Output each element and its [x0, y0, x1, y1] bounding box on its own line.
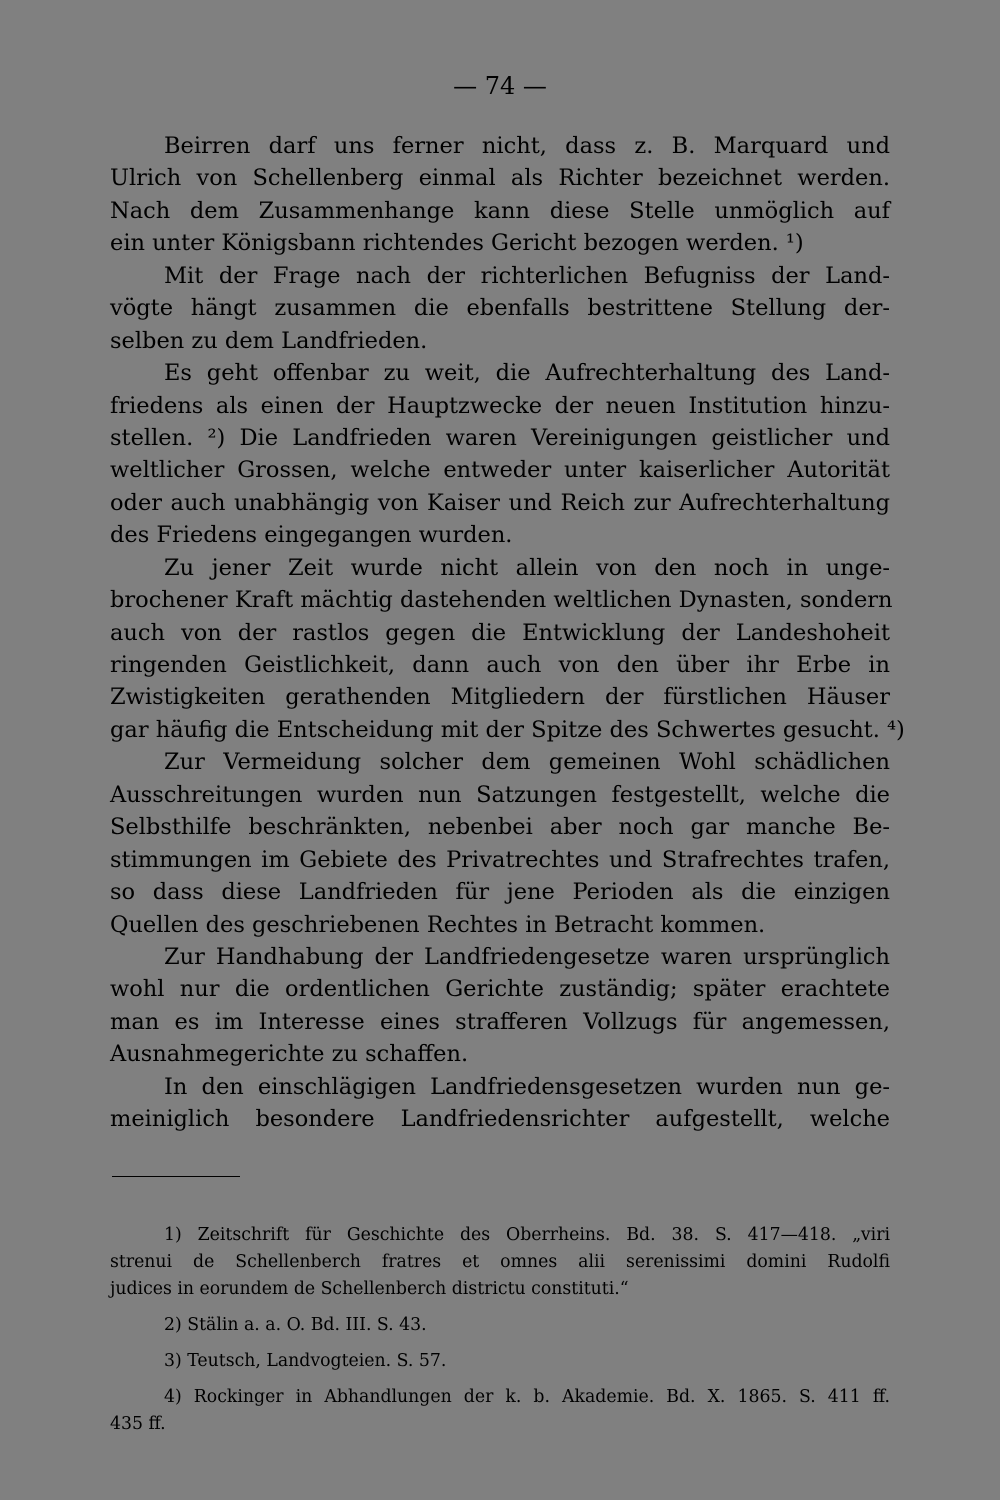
text-line: selben zu dem Landfrieden. [110, 327, 428, 354]
text-line: meiniglich besondere Landfriedensrichter aufgestellt, welche [110, 1106, 890, 1133]
text-line: Ausnahmegerichte zu schaffen. [110, 1041, 469, 1068]
text-line: wohl nur die ordentlichen Gerichte zuständig; später erachtete [110, 976, 890, 1003]
text-line: gar häufig die Entscheidung mit der Spitze des Schwertes gesucht. ⁴) [110, 716, 905, 743]
text-line: Beirren darf uns ferner nicht, dass z. B. Marquard und [164, 133, 890, 159]
text-line: In den einschlägigen Landfriedensgesetzen wurden nun ge- [164, 1073, 890, 1100]
paragraph [110, 1071, 890, 1136]
footnote [110, 1222, 890, 1303]
text-line: oder auch unabhängig von Kaiser und Reich zur Aufrechterhaltung [110, 489, 890, 516]
paragraph [110, 552, 905, 747]
text-line: stimmungen im Gebiete des Privatrechtes und Strafrechtes trafen, [110, 846, 890, 873]
text-line: Quellen des geschriebenen Rechtes in Betracht kommen. [110, 911, 766, 938]
paragraph [110, 260, 890, 357]
footnote [110, 1384, 890, 1438]
text-line: Nach dem Zusammenhange kann diese Stelle unmöglich auf [110, 197, 890, 224]
text-line: Selbsthilfe beschränkten, nebenbei aber noch gar manche Be- [110, 814, 890, 841]
text-line: des Friedens eingegangen wurden. [110, 522, 513, 549]
text-line: ein unter Königsbann richtendes Gericht bezogen werden. ¹) [110, 230, 804, 257]
text-line: Es geht offenbar zu weit, die Aufrechterhaltung des Land- [164, 360, 890, 387]
text-line: stellen. ²) Die Landfrieden waren Vereinigungen geistlicher und [110, 424, 890, 451]
text-line: Zur Handhabung der Landfriedengesetze waren ursprünglich [164, 943, 890, 970]
footnote-separator [112, 1176, 240, 1177]
text-line: so dass diese Landfrieden für jene Perioden als die einzigen [110, 879, 890, 906]
footnote [110, 1312, 890, 1339]
text-line: Mit der Frage nach der richterlichen Befugniss der Land- [164, 262, 890, 289]
text-line: Ausschreitungen wurden nun Satzungen festgestellt, welche die [110, 781, 890, 808]
text-line: ringenden Geistlichkeit, dann auch von den über ihr Erbe in [110, 652, 890, 678]
text-line: friedens als einen der Hauptzwecke der neuen Institution hinzu- [110, 392, 890, 419]
text-line: weltlicher Grossen, welche entweder unter kaiserlicher Autorität [110, 457, 890, 484]
footnote-line: strenui de Schellenberch fratres et omnes alii serenissimi domini Rudolfi [110, 1252, 890, 1272]
body-text [110, 130, 905, 1136]
footnote-line: 435 ff. [110, 1414, 166, 1434]
paragraph [110, 941, 890, 1071]
text-line: vögte hängt zusammen die ebenfalls bestrittene Stellung der- [110, 295, 890, 322]
footnote [110, 1348, 890, 1375]
footnote-line: 1) Zeitschrift für Geschichte des Oberrheins. Bd. 38. S. 417—418. „viri [164, 1225, 890, 1245]
paragraph [110, 357, 890, 552]
text-line: Ulrich von Schellenberg einmal als Richter bezeichnet werden. [110, 165, 890, 192]
text-line: Zwistigkeiten gerathenden Mitgliedern der fürstlichen Häuser [110, 684, 890, 711]
text-line: Zur Vermeidung solcher dem gemeinen Wohl schädlichen [164, 749, 890, 776]
footnote-line: judices in eorundem de Schellenberch districtu constituti.“ [110, 1279, 629, 1299]
text-line: auch von der rastlos gegen die Entwicklung der Landeshoheit [110, 619, 890, 646]
text-line: man es im Interesse eines strafferen Vollzugs für angemessen, [110, 1008, 890, 1035]
text-line: Zu jener Zeit wurde nicht allein von den noch in unge- [164, 554, 890, 581]
footnote-line: 2) Stälin a. a. O. Bd. III. S. 43. [164, 1315, 427, 1335]
footnote-line: 3) Teutsch, Landvogteien. S. 57. [164, 1351, 447, 1371]
text-line: brochener Kraft mächtig dastehenden weltlichen Dynasten, sondern [110, 587, 893, 614]
footnotes [110, 1222, 890, 1447]
paragraph [110, 746, 890, 941]
page-number: — 74 — [453, 72, 547, 100]
paragraph [110, 130, 890, 260]
footnote-line: 4) Rockinger in Abhandlungen der k. b. Akademie. Bd. X. 1865. S. 411 ff. [164, 1387, 890, 1407]
